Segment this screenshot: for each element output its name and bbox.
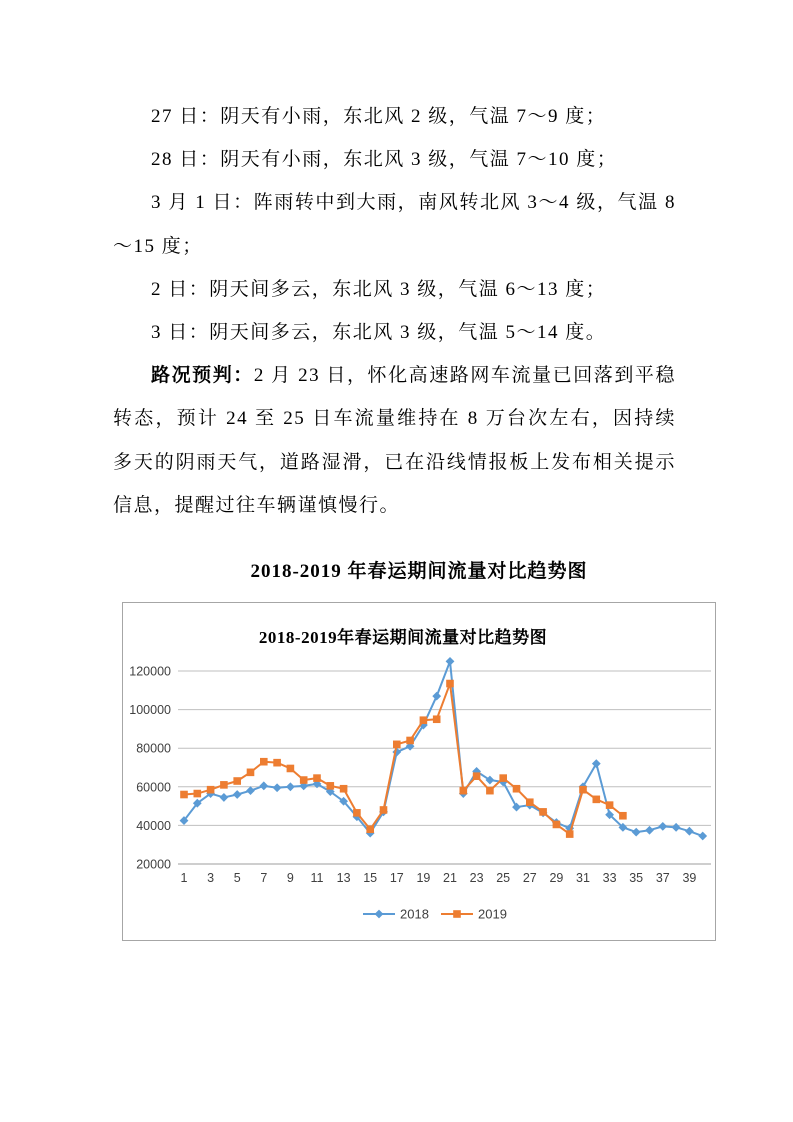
data-point-2019 — [566, 830, 574, 838]
trend-chart-svg — [123, 603, 715, 940]
data-point-2018 — [286, 782, 295, 791]
series-2019-line — [184, 684, 623, 835]
data-point-2018 — [658, 822, 667, 831]
x-tick-label: 9 — [286, 871, 294, 885]
x-tick-label: 37 — [655, 871, 670, 885]
paragraph-road-forecast — [113, 354, 676, 527]
data-point-2019 — [260, 758, 268, 766]
legend-label-2019: 2019 — [478, 906, 507, 922]
x-tick-label: 39 — [682, 871, 697, 885]
data-point-2018 — [233, 790, 242, 799]
chart-title: 2018-2019年春运期间流量对比趋势图 — [258, 628, 548, 647]
paragraph-text: 2 月 23 日，怀化高速路网车流量已回落到平稳转态，预计 24 至 25 日车流量维持在 8 万台次左右，因持续多天的阴雨天气，道路湿滑，已在沿线情报板上发布相关提示信息，提醒过往车辆谨慎慢行。 — [113, 365, 676, 516]
x-tick-label: 11 — [310, 871, 324, 885]
data-point-2019 — [340, 785, 348, 793]
data-point-2019 — [460, 787, 468, 795]
paragraph-weather-03 — [113, 311, 676, 354]
paragraph-weather-28 — [113, 138, 676, 181]
data-point-2019 — [539, 808, 547, 816]
data-point-2019 — [579, 786, 587, 794]
road-forecast-label: 路况预判： — [151, 365, 254, 387]
paragraph-weather-27 — [113, 95, 676, 138]
x-tick-label: 7 — [260, 871, 268, 885]
chart-container — [122, 602, 716, 941]
paragraph-text: 28 日：阴天有小雨，东北风 3 级，气温 7～10 度； — [151, 149, 618, 171]
data-point-2019 — [606, 801, 614, 809]
data-point-2018 — [220, 793, 229, 802]
data-point-2019 — [380, 806, 388, 814]
data-point-2019 — [300, 776, 308, 784]
legend-marker-2019 — [453, 910, 461, 918]
x-tick-label: 23 — [469, 871, 484, 885]
data-point-2018 — [246, 786, 255, 795]
paragraph-weather-02 — [113, 268, 676, 311]
paragraph-text: 2 日：阴天间多云，东北风 3 级，气温 6～13 度； — [151, 278, 607, 300]
document-body — [113, 95, 676, 527]
data-point-2018 — [273, 783, 282, 792]
data-point-2019 — [233, 777, 241, 785]
data-point-2019 — [313, 774, 321, 782]
data-point-2018 — [645, 826, 654, 835]
x-tick-label: 31 — [576, 871, 590, 885]
x-tick-label: 3 — [207, 871, 215, 885]
data-point-2019 — [420, 716, 428, 724]
data-point-2019 — [486, 787, 494, 795]
data-point-2018 — [446, 657, 455, 666]
legend-label-2018: 2018 — [400, 906, 429, 922]
x-tick-label: 29 — [549, 871, 564, 885]
y-tick-label: 80000 — [136, 741, 171, 756]
data-point-2018 — [259, 781, 268, 790]
data-point-2018 — [685, 827, 694, 836]
data-point-2019 — [207, 786, 215, 794]
data-point-2018 — [698, 832, 707, 841]
paragraph-text: 27 日：阴天有小雨，东北风 2 级，气温 7～9 度； — [151, 106, 607, 127]
paragraph-text: 3 日：阴天间多云，东北风 3 级，气温 5～14 度。 — [151, 322, 607, 344]
data-point-2019 — [393, 741, 401, 749]
data-point-2019 — [593, 796, 601, 804]
data-point-2019 — [366, 825, 374, 833]
data-point-2019 — [247, 769, 255, 777]
data-point-2019 — [220, 781, 228, 789]
x-tick-label: 13 — [336, 871, 351, 885]
data-point-2019 — [513, 785, 521, 793]
y-tick-label: 60000 — [136, 780, 171, 795]
data-point-2019 — [194, 790, 202, 798]
y-tick-label: 20000 — [136, 857, 171, 872]
y-tick-label: 40000 — [136, 818, 171, 833]
data-point-2019 — [433, 715, 441, 723]
data-point-2019 — [287, 765, 295, 773]
y-tick-label: 120000 — [129, 664, 171, 679]
data-point-2019 — [499, 774, 507, 782]
paragraph-weather-0301 — [113, 181, 676, 267]
data-point-2018 — [512, 803, 521, 812]
data-point-2019 — [526, 798, 534, 806]
data-point-2018 — [432, 692, 441, 701]
data-point-2019 — [406, 737, 414, 745]
x-tick-label: 25 — [496, 871, 511, 885]
data-point-2019 — [619, 812, 627, 820]
data-point-2018 — [632, 828, 641, 837]
x-tick-label: 19 — [416, 871, 431, 885]
data-point-2019 — [180, 791, 188, 799]
x-tick-label: 5 — [233, 871, 241, 885]
x-tick-label: 17 — [389, 871, 404, 885]
y-tick-label: 100000 — [129, 703, 171, 718]
data-point-2019 — [446, 680, 454, 688]
figure-caption: 2018-2019 年春运期间流量对比趋势图 — [250, 561, 588, 582]
x-tick-label: 1 — [180, 871, 188, 885]
data-point-2019 — [473, 772, 481, 780]
paragraph-text: 3 月 1 日：阵雨转中到大雨，南风转北风 3～4 级，气温 8～15 度； — [113, 192, 676, 257]
data-point-2019 — [553, 821, 561, 829]
data-point-2019 — [273, 759, 281, 767]
data-point-2019 — [353, 809, 361, 817]
data-point-2018 — [592, 759, 601, 768]
x-tick-label: 15 — [363, 871, 378, 885]
x-tick-label: 35 — [629, 871, 644, 885]
x-tick-label: 27 — [522, 871, 537, 885]
legend-marker-2018 — [375, 910, 384, 919]
data-point-2019 — [327, 782, 335, 790]
data-point-2018 — [672, 823, 681, 832]
x-tick-label: 33 — [602, 871, 617, 885]
x-tick-label: 21 — [443, 871, 457, 885]
